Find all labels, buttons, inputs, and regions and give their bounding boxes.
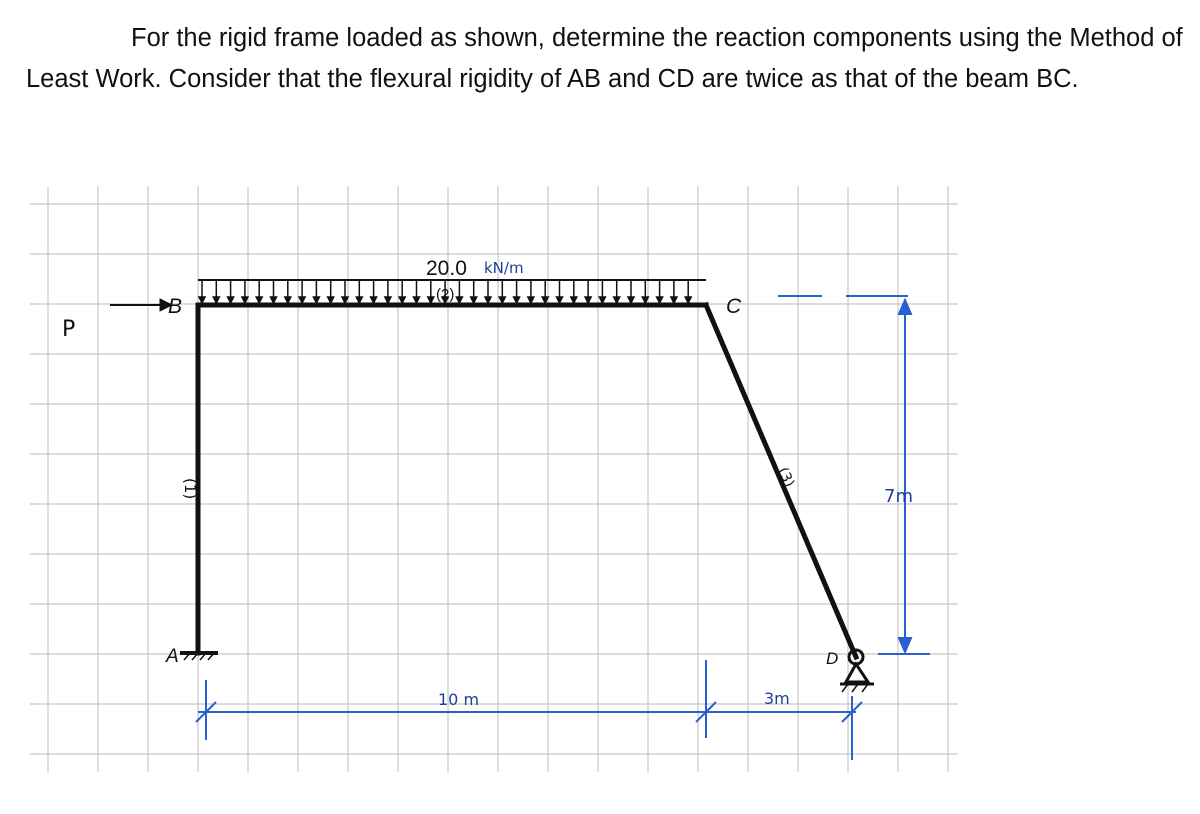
load-arrow-head <box>628 297 634 303</box>
load-arrow-head <box>657 297 663 303</box>
load-arrow-head <box>685 297 691 303</box>
load-unit-label: kN/m <box>484 259 524 277</box>
load-arrow-head <box>414 297 420 303</box>
load-arrow-head <box>499 297 505 303</box>
load-arrow-head <box>242 297 248 303</box>
load-arrow-head <box>599 297 605 303</box>
member-bc-label: (2) <box>436 286 455 303</box>
load-arrow-head <box>542 297 548 303</box>
load-arrow-head <box>585 297 591 303</box>
dimension-span-label: 10 m <box>438 690 480 709</box>
load-value-label: 20.0 <box>426 257 467 280</box>
load-arrow-head <box>528 297 534 303</box>
problem-statement: For the rigid frame loaded as shown, determine the reaction components using the Method of Least Work. Consider that the flexural rigidity of AB and CD are twice as that of the beam BC. <box>26 24 1183 93</box>
load-arrow-head <box>428 297 434 303</box>
joint-b-label: B <box>168 295 183 318</box>
load-arrow-head <box>213 297 219 303</box>
joint-c-label: C <box>726 295 742 318</box>
load-arrow-head <box>614 297 620 303</box>
load-arrow-head <box>671 297 677 303</box>
load-arrow-head <box>256 297 262 303</box>
load-arrow-head <box>356 297 362 303</box>
force-p-label: P <box>62 317 76 342</box>
load-arrow-head <box>399 297 405 303</box>
joint-d-label: D <box>826 649 839 668</box>
dimension-lines <box>196 296 930 760</box>
joint-a-label: A <box>166 646 179 667</box>
load-arrow-head <box>313 297 319 303</box>
load-arrow-head <box>328 297 334 303</box>
load-arrow-head <box>485 297 491 303</box>
member-ab-label: (1) <box>181 478 199 500</box>
load-arrow-head <box>571 297 577 303</box>
load-arrow-head <box>299 297 305 303</box>
load-arrow-head <box>456 297 462 303</box>
load-arrow-head <box>557 297 563 303</box>
fixed-support-a <box>180 653 218 660</box>
load-arrow-head <box>199 297 205 303</box>
member-cd-label: (3) <box>774 465 798 490</box>
load-arrow-head <box>514 297 520 303</box>
load-arrow-head <box>471 297 477 303</box>
force-p-arrow <box>110 299 172 311</box>
load-arrow-head <box>371 297 377 303</box>
load-arrow-head <box>271 297 277 303</box>
load-arrow-head <box>228 297 234 303</box>
load-arrow-head <box>285 297 291 303</box>
load-arrow-head <box>342 297 348 303</box>
load-arrow-head <box>642 297 648 303</box>
load-arrow-head <box>385 297 391 303</box>
dimension-height-label: 7m <box>884 486 913 507</box>
dimension-offset-label: 3m <box>764 689 790 708</box>
